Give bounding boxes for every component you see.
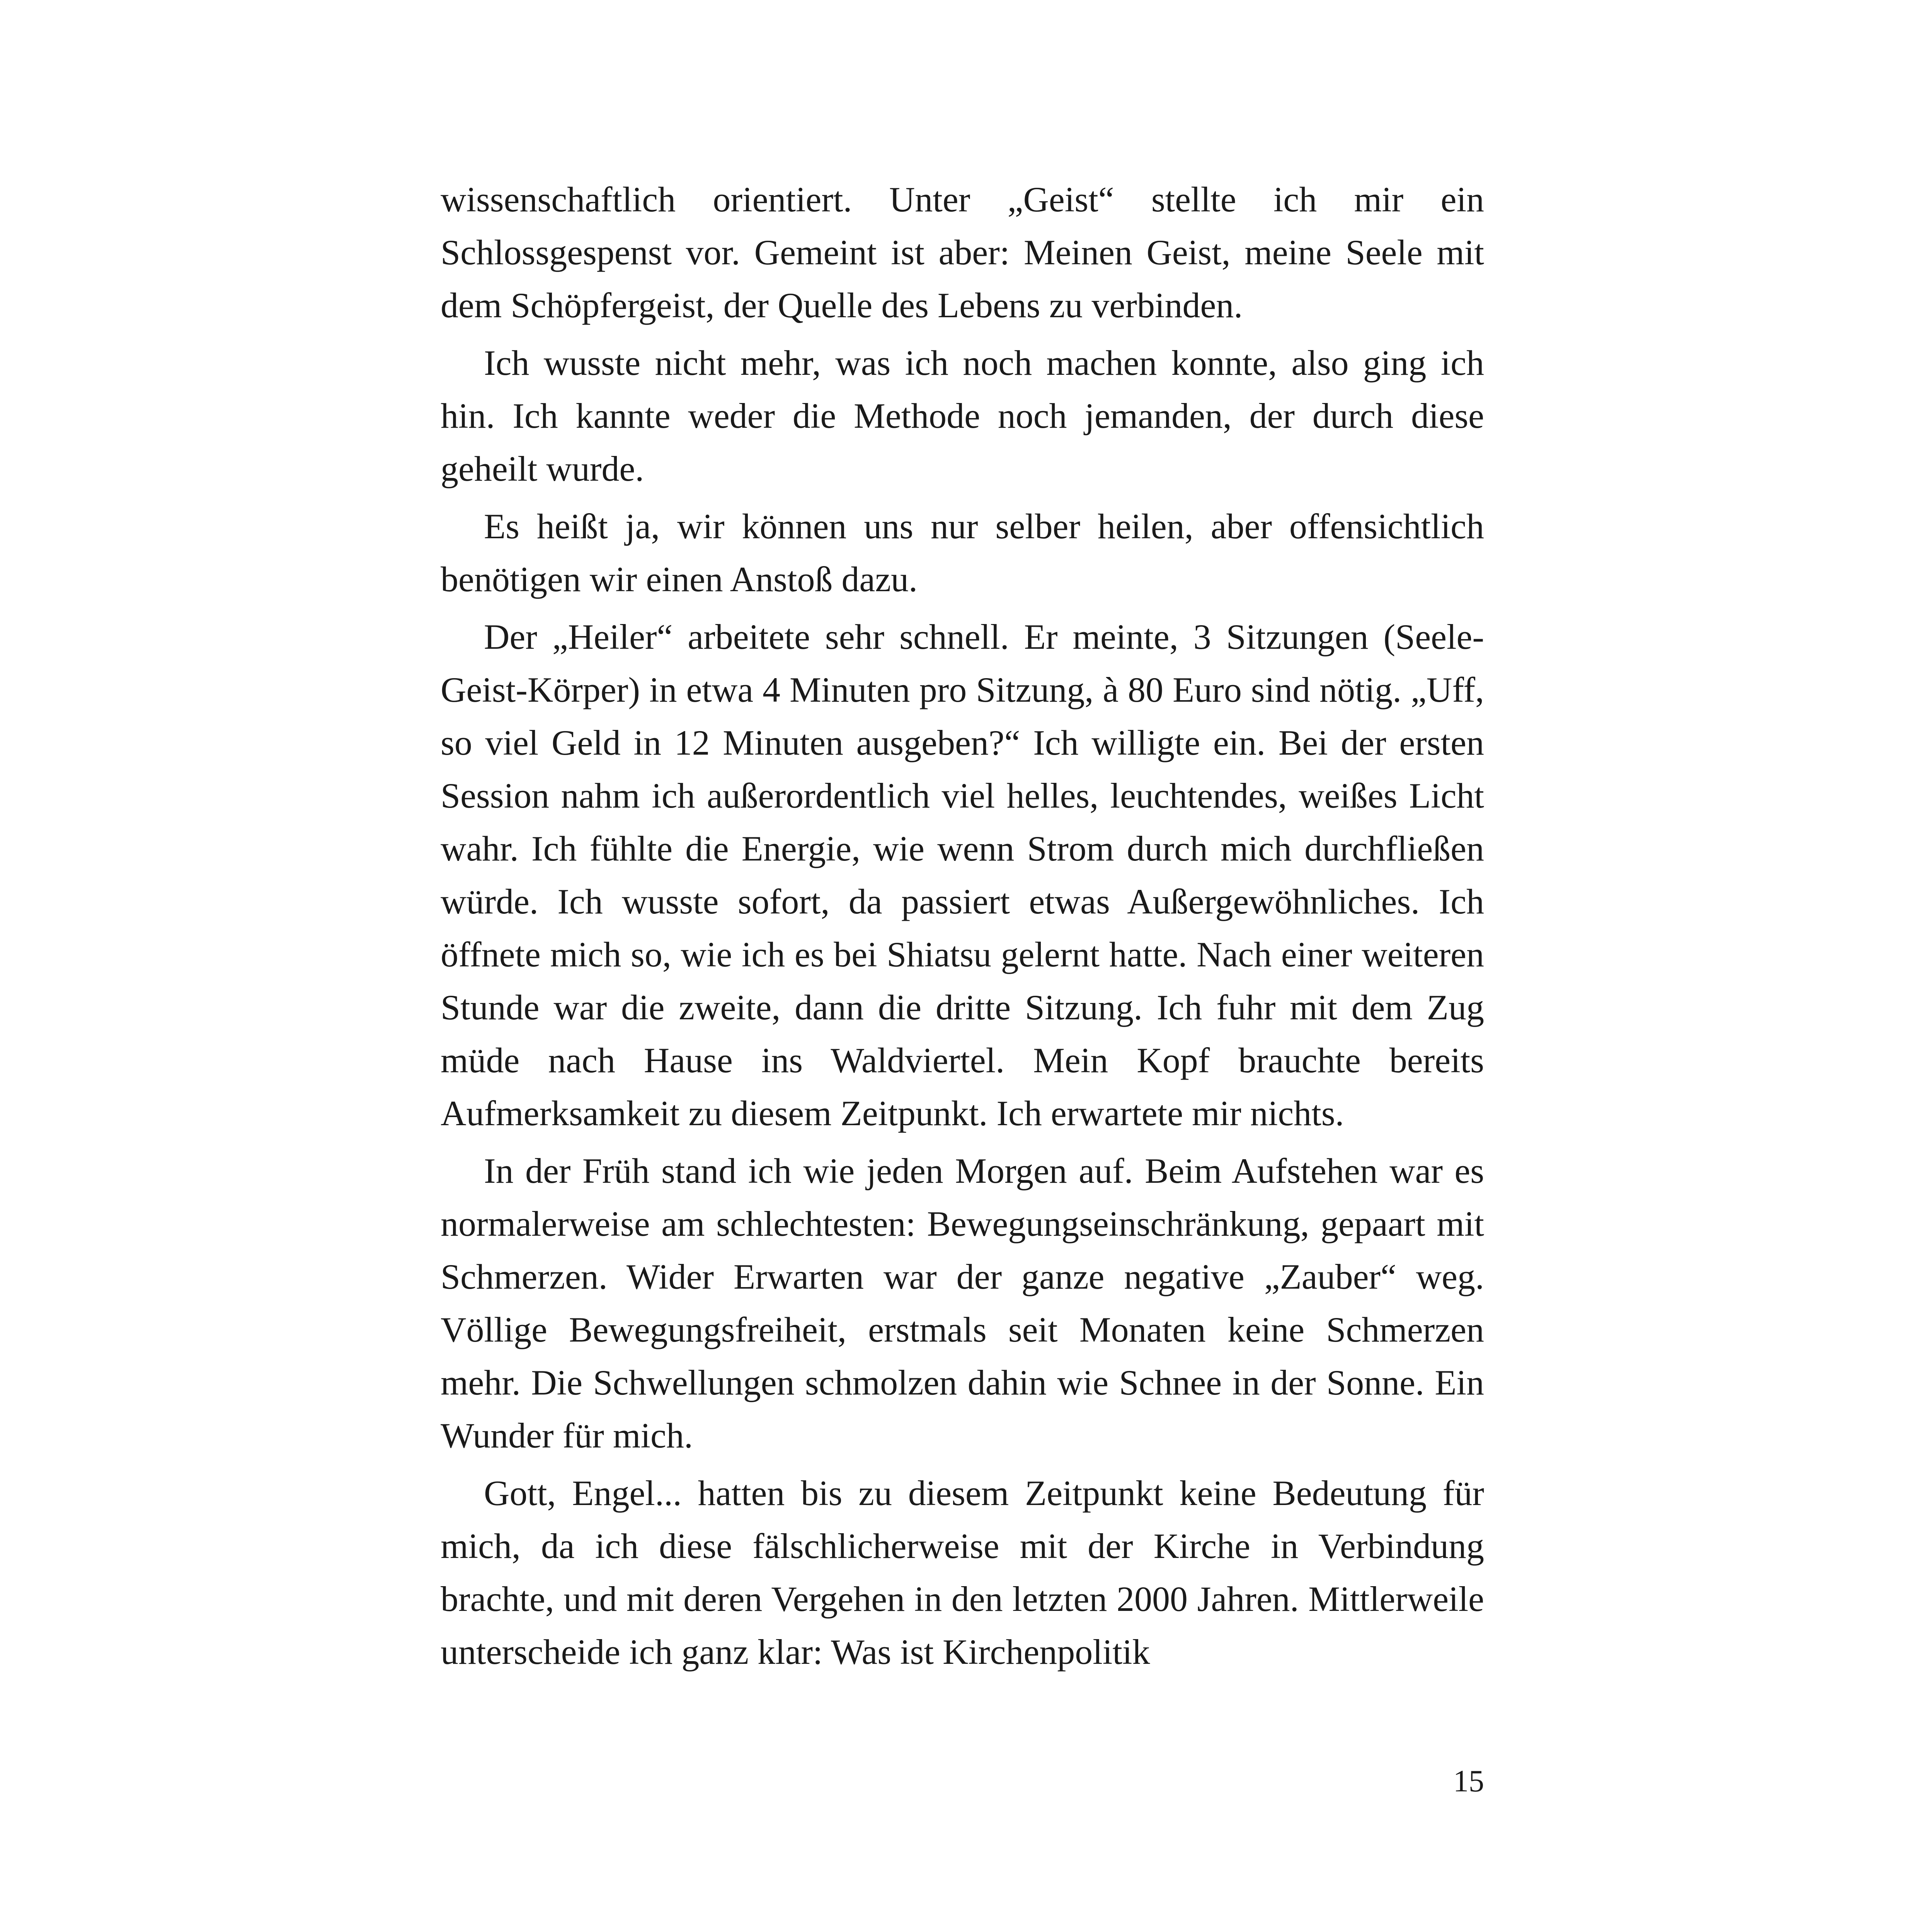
page-number: 15 xyxy=(1453,1764,1484,1798)
paragraph-4: Der „Heiler“ arbeitete sehr schnell. Er meinte, 3 Sitzungen (Seele-Geist-Körper) in etwa 4 Minuten pro Sitzung, à 80 Euro sind nötig. „Uff, so viel Geld in 12 Minuten ausgeben?“ Ich willigte ein. Bei der ersten Session nahm ich außerordentlich viel helles, leuchtendes, weißes Licht wahr. Ich fühlte die Energie, wie wenn Strom durch mich durchfließen würde. Ich wusste sofort, da passiert etwas Außergewöhnliches. Ich öffnete mich so, wie ich es bei Shiatsu gelernt hatte. Nach einer weiteren Stunde war die zweite, dann die dritte Sitzung. Ich fuhr mit dem Zug müde nach Hause ins Waldviertel. Mein Kopf brauchte bereits Aufmerksamkeit zu diesem Zeitpunkt. Ich erwartete mir nichts. xyxy=(441,617,1484,1133)
paragraph-1: wissenschaftlich orientiert. Unter „Geist“ stellte ich mir ein Schlossgespenst vor. Gemeint ist aber: Meinen Geist, meine Seele mit dem Schöpfergeist, der Quelle des Lebens zu verbinden. xyxy=(441,180,1484,325)
paragraph-2: Ich wusste nicht mehr, was ich noch machen konnte, also ging ich hin. Ich kannte weder die Methode noch jemanden, der durch diese geheilt wurde. xyxy=(441,343,1484,488)
paragraph-6: Gott, Engel... hatten bis zu diesem Zeitpunkt keine Bedeutung für mich, da ich diese fälschlicherweise mit der Kirche in Verbindung brachte, und mit deren Vergehen in den letzten 2000 Jahren. Mittlerweile unterscheide ich ganz klar: Was ist Kirchenpolitik xyxy=(441,1473,1484,1672)
body-text xyxy=(441,173,1484,1683)
paragraph-5: In der Früh stand ich wie jeden Morgen auf. Beim Aufstehen war es normalerweise am schlechtesten: Bewegungseinschränkung, gepaart mit Schmerzen. Wider Erwarten war der ganze negative „Zauber“ weg. Völlige Bewegungsfreiheit, erstmals seit Monaten keine Schmerzen mehr. Die Schwellungen schmolzen dahin wie Schnee in der Sonne. Ein Wunder für mich. xyxy=(441,1151,1484,1455)
paragraph-3: Es heißt ja, wir können uns nur selber heilen, aber offensichtlich benötigen wir einen Anstoß dazu. xyxy=(441,507,1484,599)
